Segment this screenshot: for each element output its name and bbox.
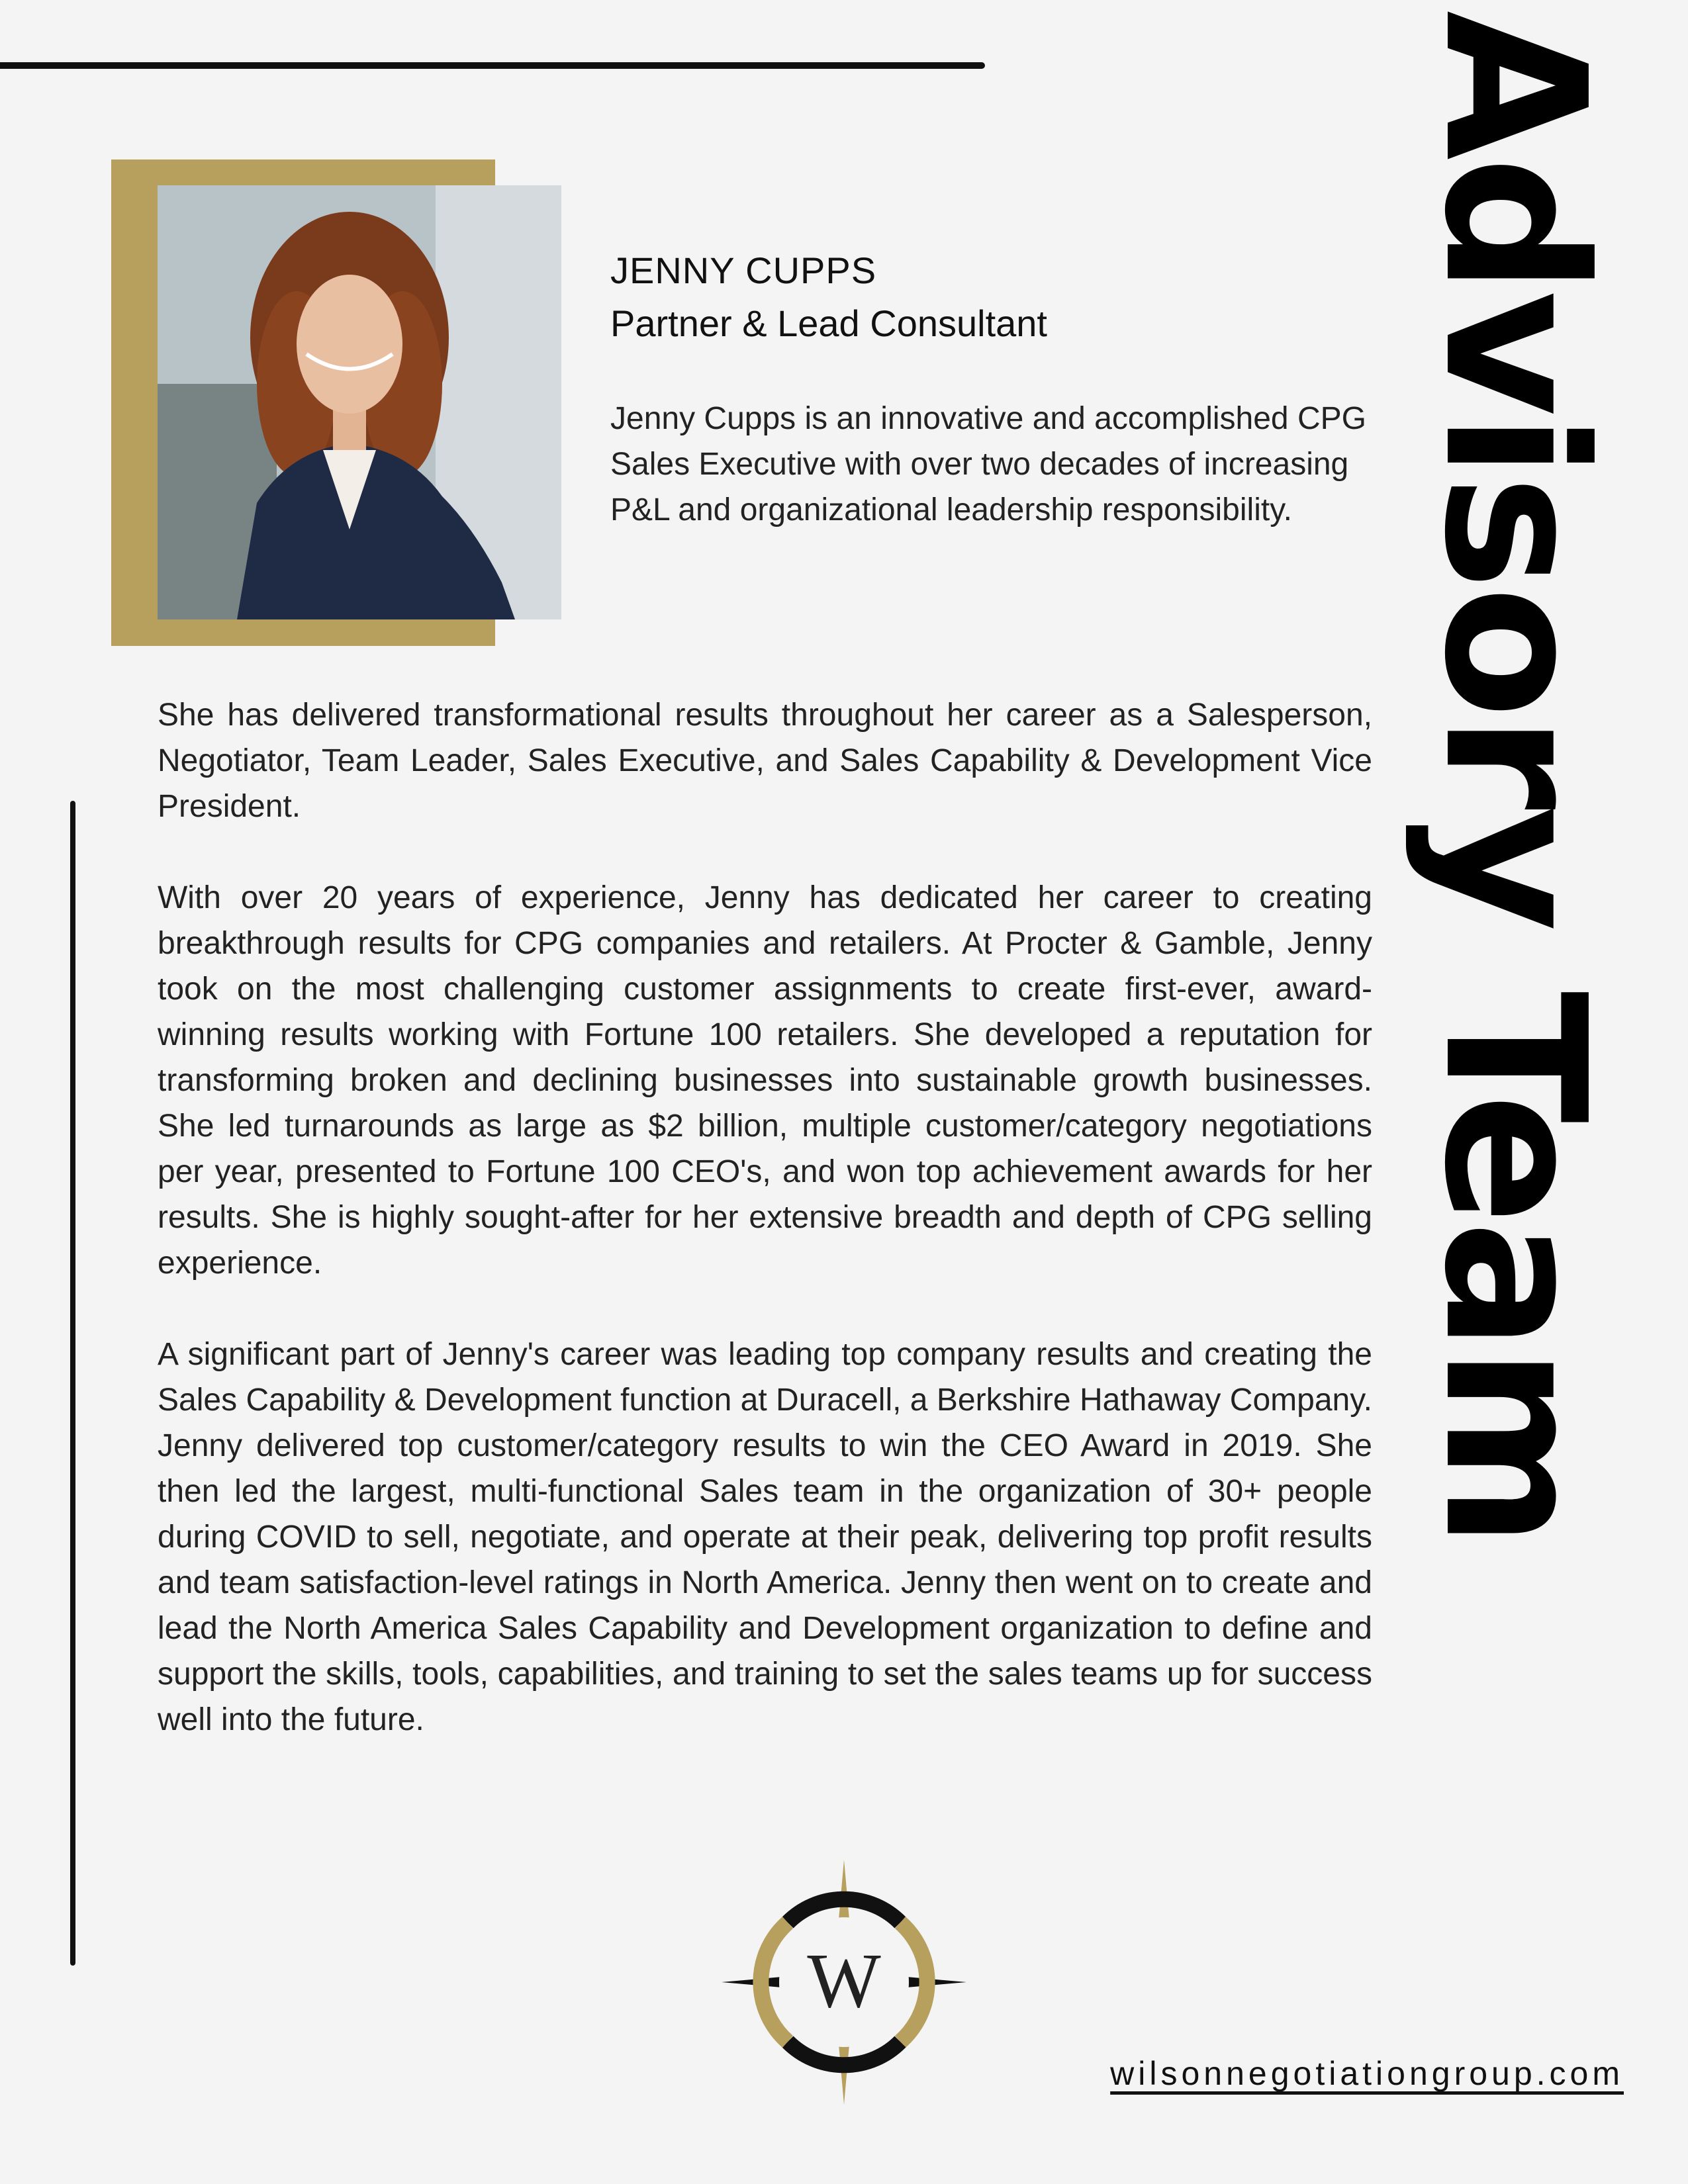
page-title [1402,11,1627,1545]
bio-paragraph-2: With over 20 years of experience, Jenny has dedicated her career to creating breakthrough results for CPG companies and retailers. At Procter & Gamble, Jenny took on the most challenging customer assignments to create first-ever, award-winning results working with Fortune 100 retailers. She developed a reputation for transforming broken and declining businesses into sustainable growth businesses. She led turnarounds as large as $2 billion, multiple customer/category negotiations per year, presented to Fortune 100 CEO's, and won top achievement awards for her results. She is highly sought-after for her extensive breadth and depth of CPG selling experience. [158,880,1372,1281]
portrait-illustration [158,185,561,619]
person-role: Partner & Lead Consultant [610,302,1047,344]
logo-letter: W [807,1937,881,2024]
person-name: JENNY CUPPS [610,250,877,291]
side-divider [70,801,75,1966]
compass-logo-icon [722,1860,966,2105]
top-divider [0,62,985,69]
website-link[interactable]: wilsonnegotiationgroup.com [1110,2055,1624,2092]
bio-paragraph-3: A significant part of Jenny's career was leading top company results and creating the Sales Capability & Development function at Duracell, a Berkshire Hathaway Company. Jenny delivered top customer/category results to win the CEO Award in 2019. She then led the largest, multi-functional Sales team in the organization of 30+ people during COVID to sell, negotiate, and operate at their peak, delivering top profit results and team satisfaction-level ratings in North America. Jenny then went on to create and lead the North America Sales Capability and Development organization to define and support the skills, tools, capabilities, and training to set the sales teams up for success well into the future. [158,1337,1372,1737]
page-title-text: Advisory Team [1402,11,1627,1545]
profile-photo [158,185,561,619]
intro-paragraph: Jenny Cupps is an innovative and accomplished CPG Sales Executive with over two decades of increasing P&L and organizational leadership responsibility. [610,401,1366,527]
bio-paragraph-1: She has delivered transformational results throughout her career as a Salesperson, Negotiator, Team Leader, Sales Executive, and Sales Capability & Development Vice President. [158,698,1372,824]
biography [158,692,1372,1788]
